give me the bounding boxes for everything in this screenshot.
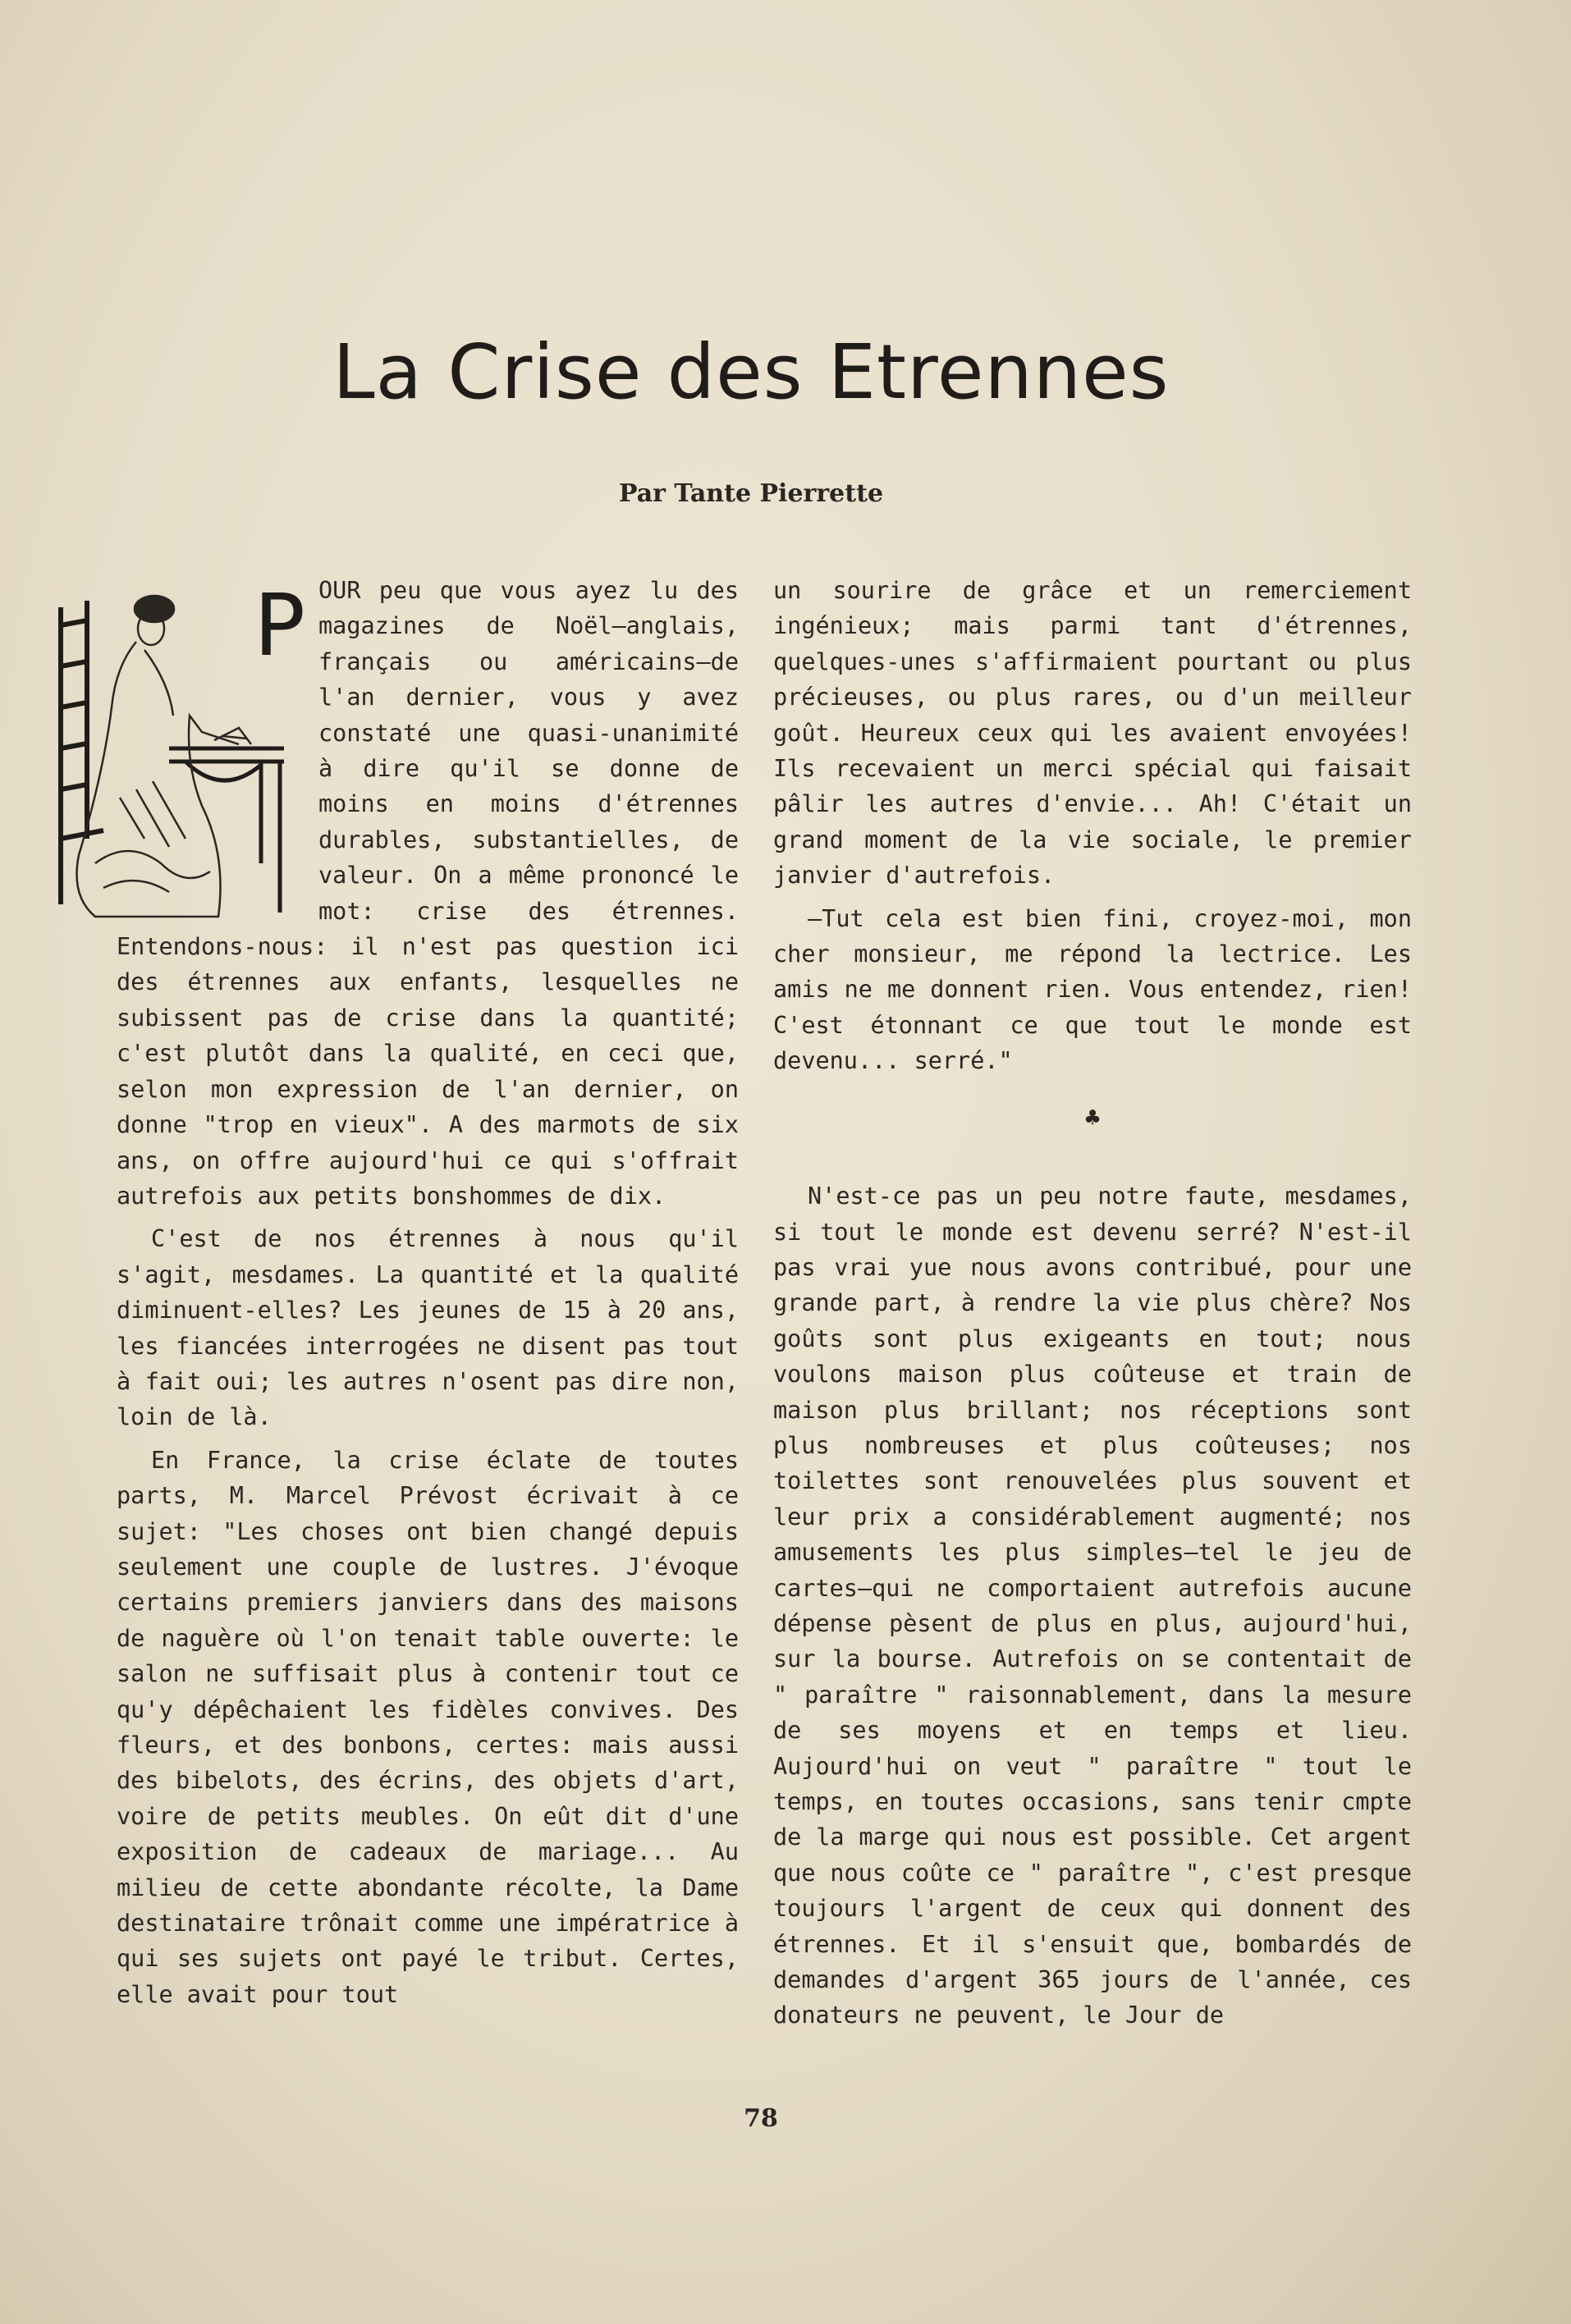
page-number: 78 [744,2104,778,2133]
right-column [773,573,1412,2041]
left-column [117,573,739,2020]
article-title: La Crise des Etrennes [332,328,1170,416]
paragraph: N'est-ce pas un peu notre faute, mesdames, si tout le monde est devenu serré? N'est-il pas vrai yue nous avons contribué, pour une grande part, à rendre la vie plus chère? Nos goûts sont plus exigeants en tout; nous voulons maison plus coûteuse et train de maison plus brillant; nos réceptions sont plus nombreuses et plus coûteuses; nos toilettes sont renouvelées plus souvent et leur prix a considérablement augmenté; nos amusements les plus simples—tel le jeu de cartes—qui ne comportaient autrefois aucune dépense pèsent de plus en plus, aujourd'hui, sur la bourse. Autrefois on se contentait de " paraître " raisonnablement, dans la mesure de ses moyens et en temps et lieu. Aujourd'hui on veut " paraître " tout le temps, en toutes occasions, sans tenir cmpte de la marge qui nous est possible. Cet argent que nous coûte ce " paraître ", c'est presque toujours l'argent de ceux qui donnent des étrennes. Et il s'ensuit que, bombardés de demandes d'argent 365 jours de l'année, ces donateurs ne peuvent, le Jour de [773,1183,1412,2029]
paragraph: C'est de nos étrennes à nous qu'il s'agit, mesdames. La quantité et la qualité diminuent-elles? Les jeunes de 15 à 20 ans, les fiancées interrogées ne disent pas tout à fait oui; les autres n'osent pas dire non, loin de là. [117,1225,739,1431]
article-byline: Par Tante Pierrette [618,479,884,508]
paragraph: OUR peu que vous ayez lu des magazines de Noël—anglais, français ou américains—de l'an dernier, vous y avez constaté une quasi-unanimité à dire qu'il se donne de moins en moins d'étrennes durables, substantielles, de valeur. On a même prononcé le mot: crise des étrennes. Entendons-nous: il n'est pas question ici des étrennes aux enfants, lesquelles ne subissent pas de crise dans la quantité; c'est plutôt dans la qualité, en ceci que, selon mon expression de l'an dernier, on donne "trop en vieux". A des marmots de six ans, on offre aujourd'hui ce qui s'offrait autrefois aux petits bonshommes de dix. [117,577,739,1210]
drop-cap-letter: P [254,575,305,675]
paragraph: —Tut cela est bien fini, croyez-moi, mon cher monsieur, me répond la lectrice. Les amis ne me donnent rien. Vous entendez, rien! C'est étonnant ce que tout le monde est devenu... serré." [773,904,1412,1075]
woman-writing-at-desk-illustration [46,592,284,921]
drop-cap-block [46,576,315,922]
paragraph: En France, la crise éclate de toutes parts, M. Marcel Prévost écrivait à ce sujet: "Les choses ont bien changé depuis seulement une couple de lustres. J'évoque certains premiers janviers dans des maisons de naguère où l'on tenait table ouverte: le salon ne suffisait plus à contenir tout ce qu'y dépêchaient les fidèles convives. Des fleurs, et des bonbons, certes: mais aussi des bibelots, des écrins, des objets d'art, voire de petits meubles. On eût dit d'une exposition de cadeaux de mariage... Au milieu de cette abondante récolte, la Dame destinataire trônait comme une impératrice à qui ses sujets ont payé le tribut. Certes, elle avait pour tout [117,1446,739,2008]
paragraph: un sourire de grâce et un remerciement ingénieux; mais parmi tant d'étrennes, quelques-unes s'affirmaient pourtant ou plus précieuses, ou plus rares, ou d'un meilleur goût. Heureux ceux qui les avaient envoyées! Ils recevaient un merci spécial qui faisait pâlir les autres d'envie... Ah! C'était un grand moment de la vie sociale, le premier janvier d'autrefois. [773,577,1412,890]
section-ornament-icon: ♣ [1084,1103,1101,1132]
